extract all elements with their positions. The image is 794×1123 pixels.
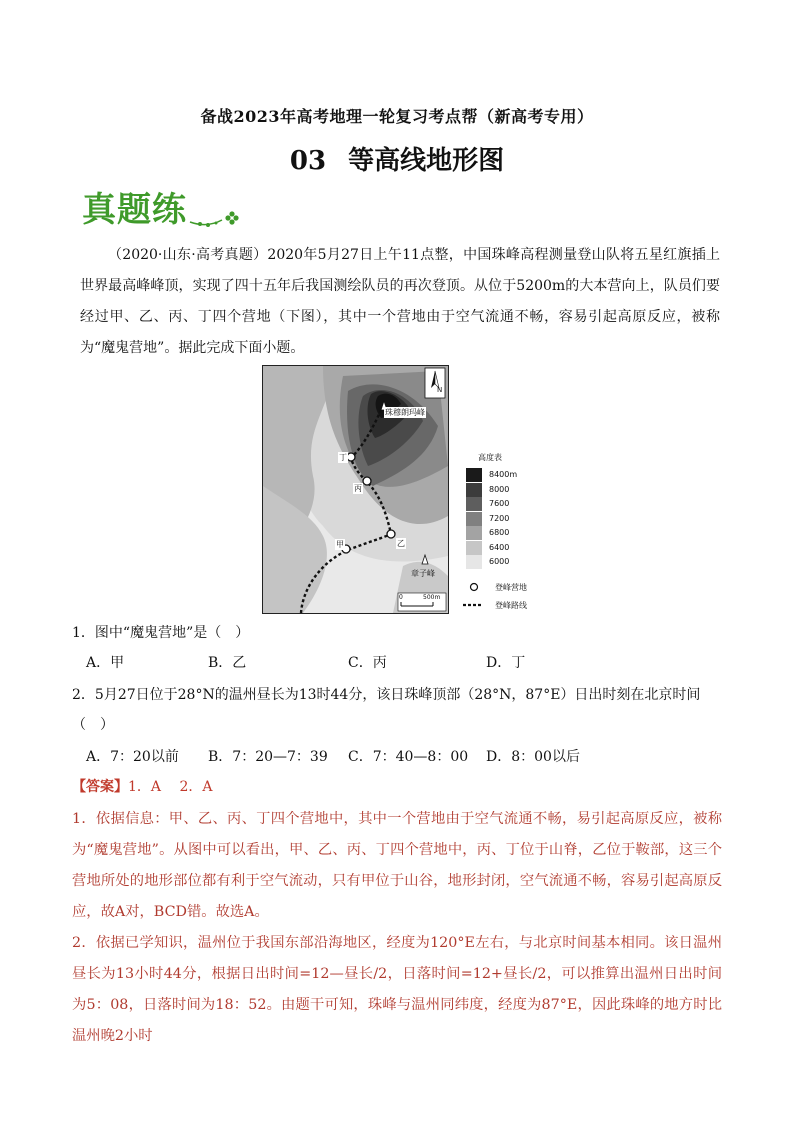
legend-swatch [466,468,482,482]
intro-paragraph: （2020·山东·高考真题）2020年5月27日上午11点整，中国珠峰高程测量登山队将五星红旗插上世界最高峰峰顶，实现了四十五年后我国测绘队员的再次登顶。从位于5200m的大本营向上，队员们要经过甲、乙、丙、丁四个营地（下图），其中一个营地由于空气流通不畅，容易引起高原反应，被称为“魔鬼营地”。据此完成下面小题。 [80,247,720,356]
q2-option-a: A．7：20以前 [86,749,179,765]
title-number: 03 [289,146,327,176]
legend-value-label: 7600 [489,499,510,508]
legend-swatch [466,541,482,555]
legend-swatch [466,497,482,511]
q1-option-a: A．甲 [86,655,125,671]
answer-label: 【答案】 [72,779,128,795]
q1-option-d: D．丁 [486,655,526,671]
legend-value-label: 8000 [489,484,510,494]
contour-map [262,365,449,614]
scale-label: 500m [423,594,441,601]
question-1-stem: 1．图中“魔鬼营地”是（ ） [72,625,250,641]
q2-option-b: B．7：20—7：39 [208,749,328,765]
q2-option-d: D．8：00以后 [486,749,580,765]
camp-label-bing: 丙 [354,484,362,493]
legend-value-label: 6800 [489,528,510,537]
explanation-1: 1．依据信息：甲、乙、丙、丁四个营地中，其中一个营地由于空气流通不畅，易引起高原反应，被称为“魔鬼营地”。从图中可以看出，甲、乙、丙、丁四个营地中，丙、丁位于山脊，乙位于鞍部，这三个营地所处的地形部位都有利于空气流动，只有甲位于山谷，地形封闭，空气流通不畅，容易引起高原反应，故A对，BCD错。故选A。 [72,811,722,920]
q2-option-c: C．7：40—8：00 [348,749,469,765]
legend-symbols [462,576,482,626]
legend-camp-label: 登峰营地 [495,583,527,592]
explanation-2: 2．依据已学知识，温州位于我国东部沿海地区，经度为120°E左右，与北京时间基本相同。该日温州昼长为13小时44分，根据日出时间=12—昼长/2，日落时间=12+昼长/2，可以推算出温州日出时间为5：08，日落时间为18：52。由题干可知，珠峰与温州同纬度，经度为87°E，因此珠峰的地方时比温州晚2小时 [72,935,722,1044]
q1-option-c: C．丙 [348,655,387,671]
elevation-legend [462,452,552,617]
legend-value-label: 6000 [489,557,510,566]
answer-text: 1．A 2．A [128,779,213,795]
legend-value-label: 8400m [489,470,518,479]
legend-swatch [466,555,482,569]
question-2-stem-cont: （ ） [72,717,114,733]
camp-label-yi: 乙 [397,539,405,548]
scale-zero-label: 0 [399,594,403,601]
camp-label-ding: 丁 [339,453,347,462]
legend-value-label: 6400 [489,542,510,552]
title-text: 等高线地形图 [348,146,505,176]
legend-swatch [466,512,482,526]
section-badge-label: 真题练 [82,190,187,230]
answer-line [72,776,213,796]
q1-option-b: B．乙 [208,655,247,671]
camp-symbol-icon [471,584,478,591]
other-peak-label: 章子峰 [411,569,435,578]
question-2-stem: 2．5月27日位于28°N的温州昼长为13时44分，该日珠峰顶部（28°N，87°E）日出时刻在北京时间 [72,687,701,703]
legend-route-label: 登峰路线 [495,601,527,610]
page-header: 备战2023年高考地理一轮复习考点帮（新高考专用） [200,107,594,126]
legend-swatch [466,483,482,497]
camp-label-jia: 甲 [336,540,344,549]
section-badge [82,182,242,232]
peak-label: 珠穆朗玛峰 [385,408,425,417]
legend-swatch [466,526,482,540]
vine-decoration-icon [82,182,242,232]
north-arrow-label: N [437,386,443,394]
legend-title: 高度表 [478,453,502,462]
page-title [0,140,794,177]
legend-value-label: 7200 [489,513,510,523]
